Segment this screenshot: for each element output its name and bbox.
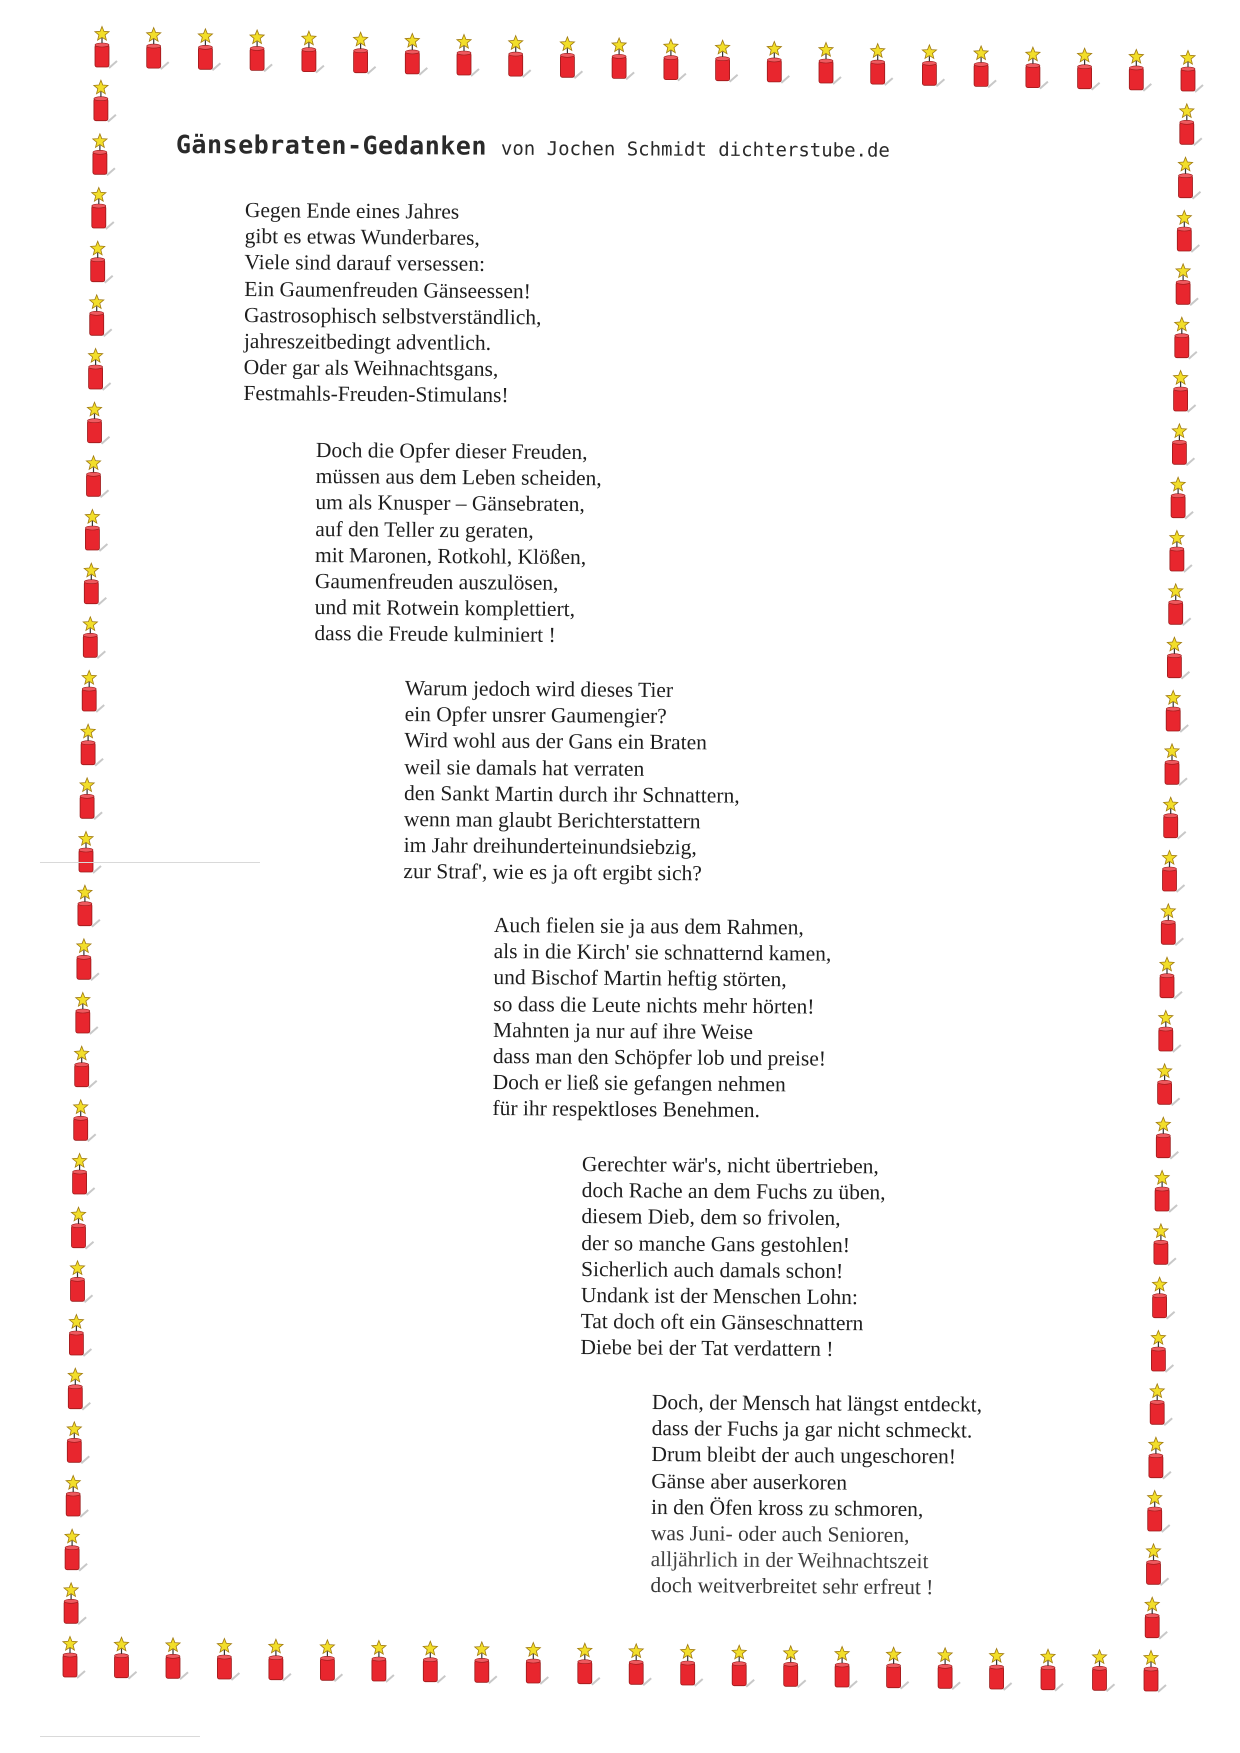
- candle-icon: [302, 31, 324, 73]
- candle-icon: [354, 32, 376, 73]
- stanza-line: Undank ist der Menschen Lohn:: [580, 1283, 859, 1310]
- stanza-line: Festmahls-Freuden-Stimulans!: [243, 381, 509, 408]
- candle-icon: [423, 1641, 445, 1683]
- candle-icon: [457, 35, 479, 77]
- candle-icon: [1172, 424, 1194, 466]
- stanza-line: Oder gar als Weihnachtsgans,: [243, 355, 499, 382]
- stanza-3: [403, 675, 740, 887]
- candle-icon: [85, 510, 107, 552]
- candle-icon: [509, 36, 531, 78]
- candle-icon: [1177, 211, 1199, 253]
- candle-icon: [147, 28, 169, 70]
- candle-icon: [835, 1647, 857, 1689]
- stanza-1: [243, 197, 542, 409]
- candle-icon: [681, 1645, 703, 1687]
- candle-icon: [1078, 48, 1100, 89]
- candle-icon: [938, 1648, 960, 1690]
- candle-icon: [560, 37, 582, 79]
- candle-icon: [92, 188, 114, 230]
- candle-icon: [67, 1422, 89, 1464]
- candle-icon: [475, 1642, 497, 1684]
- stanza-line: mit Maronen, Rotkohl, Klößen,: [314, 542, 587, 569]
- stanza-line: Tat doch oft ein Gänseschnattern: [580, 1309, 864, 1336]
- stanza-line: Gegen Ende eines Jahres: [244, 197, 460, 224]
- candle-icon: [250, 30, 272, 72]
- stanza-line: und Bischof Martin heftig störten,: [493, 965, 787, 992]
- candle-icon: [69, 1315, 91, 1357]
- stanza-line: zur Straf', wie es ja oft ergibt sich?: [403, 859, 702, 886]
- stanza-line: den Sankt Martin durch ihr Schnattern,: [403, 780, 740, 808]
- candle-icon: [1175, 317, 1197, 359]
- candle-icon: [1166, 691, 1188, 733]
- stanza-line: der so manche Gans gestohlen!: [581, 1230, 851, 1257]
- candle-icon: [1164, 797, 1186, 839]
- stanza-line: Warum jedoch wird dieses Tier: [404, 675, 674, 703]
- candle-icon: [86, 456, 108, 498]
- stanza-line: Drum bleibt der auch ungeschoren!: [651, 1442, 957, 1469]
- candle-icon: [887, 1647, 909, 1689]
- candle-icon: [73, 1154, 95, 1196]
- candle-icon: [84, 563, 106, 605]
- stanza-line: gibt es etwas Wunderbares,: [244, 224, 480, 251]
- candle-icon: [1145, 1597, 1167, 1639]
- candle-icon: [74, 1100, 96, 1142]
- candle-icon: [405, 33, 427, 75]
- candle-icon: [664, 39, 686, 81]
- stanza-line: um als Knusper – Gänsebraten,: [315, 490, 585, 517]
- candle-icon: [1178, 157, 1200, 199]
- stanza-line: Auch fielen sie ja aus dem Rahmen,: [493, 912, 804, 940]
- candle-icon: [80, 778, 102, 820]
- stanza-line: Doch, der Mensch hat längst entdeckt,: [651, 1390, 983, 1417]
- stanza-line: im Jahr dreihunderteinundsiebzig,: [403, 833, 697, 860]
- candle-icon: [269, 1639, 291, 1681]
- candle-icon: [1153, 1277, 1175, 1319]
- stanza-4: [492, 912, 831, 1124]
- candle-icon: [526, 1643, 548, 1685]
- scan-artifact: [40, 862, 260, 863]
- candle-icon: [71, 1207, 93, 1249]
- stanza-line: was Juni- oder auch Senioren,: [650, 1521, 910, 1548]
- candle-icon: [1159, 1011, 1181, 1053]
- candle-icon: [1156, 1117, 1178, 1159]
- candle-icon: [1150, 1384, 1172, 1426]
- stanza-line: dass die Freude kulminiert !: [314, 621, 556, 648]
- candle-icon: [1129, 49, 1151, 91]
- stanza-5: [580, 1151, 886, 1363]
- stanza-line: doch weitverbreitet sehr erfreut !: [650, 1573, 934, 1600]
- candle-icon: [1154, 1224, 1176, 1266]
- stanza-line: ein Opfer unsrer Gaumengier?: [404, 702, 667, 729]
- candle-icon: [990, 1649, 1012, 1691]
- candle-icon: [1180, 104, 1202, 146]
- candle-icon: [78, 885, 100, 927]
- candle-icon: [95, 27, 117, 69]
- stanza-line: Wird wohl aus der Gans ein Braten: [404, 728, 708, 755]
- candle-icon: [629, 1644, 651, 1686]
- stanza-line: Diebe bei der Tat verdattern !: [580, 1335, 834, 1362]
- candle-icon: [1181, 51, 1203, 93]
- candle-icon: [922, 45, 944, 87]
- candle-icon: [65, 1529, 87, 1571]
- candle-icon: [1169, 584, 1191, 626]
- candle-icon: [66, 1476, 88, 1518]
- candle-icon: [64, 1583, 86, 1625]
- candle-icon: [320, 1640, 342, 1682]
- candle-icon: [63, 1637, 85, 1679]
- candle-icon: [1162, 851, 1184, 893]
- candle-icon: [819, 43, 841, 85]
- candle-icon: [217, 1639, 239, 1681]
- stanza-line: diesem Dieb, dem so frivolen,: [581, 1204, 841, 1231]
- stanza-line: Gastrosophisch selbstverständlich,: [243, 302, 542, 330]
- document-heading: [176, 130, 1016, 163]
- stanza-line: dass man den Schöpfer lob und preise!: [492, 1044, 827, 1071]
- stanza-line: Gaumenfreuden auszulösen,: [314, 569, 559, 595]
- stanza-line: Gerechter wär's, nicht übertrieben,: [581, 1152, 879, 1179]
- stanza-line: alljährlich in der Weihnachtszeit: [650, 1547, 929, 1574]
- candle-icon: [974, 46, 996, 88]
- candle-icon: [1092, 1650, 1114, 1692]
- candle-icon: [198, 29, 220, 71]
- author-byline: von Jochen Schmidt dichterstube.de: [500, 137, 890, 162]
- stanza-2: [314, 437, 602, 649]
- candle-icon: [76, 993, 98, 1035]
- candle-icon: [93, 134, 115, 176]
- candle-icon: [82, 671, 104, 713]
- stanza-line: jahreszeitbedingt adventlich.: [243, 329, 492, 355]
- candle-icon: [70, 1261, 92, 1303]
- candle-icon: [77, 939, 99, 981]
- candle-icon: [1149, 1437, 1171, 1479]
- candle-icon: [90, 295, 112, 337]
- stanza-line: Sicherlich auch damals schon!: [580, 1256, 844, 1283]
- stanza-line: Gänse aber auserkoren: [651, 1468, 848, 1495]
- poem-title: Gänsebraten-Gedanken: [175, 130, 488, 161]
- stanza-line: in den Öfen kross zu schmoren,: [650, 1494, 924, 1521]
- candle-icon: [1158, 1064, 1180, 1106]
- stanza-line: Doch die Opfer dieser Freuden,: [315, 437, 588, 465]
- candle-icon: [784, 1646, 806, 1688]
- stanza-line: als in die Kirch' sie schnatternd kamen,: [493, 939, 832, 966]
- candle-icon: [1161, 904, 1183, 946]
- stanza-line: Ein Gaumenfreuden Gänseessen!: [244, 276, 531, 303]
- stanza-6: [650, 1389, 982, 1601]
- stanza-line: doch Rache an dem Fuchs zu üben,: [581, 1178, 886, 1205]
- candle-icon: [75, 1046, 97, 1088]
- candle-icon: [94, 80, 116, 122]
- candle-icon: [1041, 1649, 1063, 1691]
- stanza-line: so dass die Leute nichts mehr hörten!: [493, 991, 815, 1019]
- candle-icon: [83, 617, 105, 659]
- candle-icon: [1148, 1491, 1170, 1533]
- candle-icon: [1176, 264, 1198, 306]
- candle-icon: [87, 402, 109, 444]
- candle-icon: [1170, 531, 1192, 573]
- candle-icon: [166, 1638, 188, 1680]
- candle-icon: [716, 40, 738, 81]
- candle-icon: [372, 1641, 394, 1683]
- candle-icon: [79, 832, 101, 874]
- stanza-line: weil sie damals hat verraten: [404, 754, 645, 781]
- candle-icon: [871, 44, 893, 86]
- candle-icon: [89, 349, 111, 391]
- stanza-line: wenn man glaubt Berichterstattern: [403, 807, 701, 834]
- candle-icon: [1171, 477, 1193, 519]
- stanza-line: Viele sind darauf versessen:: [244, 250, 486, 277]
- candle-icon: [578, 1643, 600, 1685]
- candle-icon: [114, 1637, 136, 1679]
- candle-icon: [1160, 957, 1182, 999]
- stanza-line: für ihr respektloses Benehmen.: [492, 1096, 761, 1123]
- candle-icon: [1165, 744, 1187, 786]
- candle-icon: [767, 41, 789, 83]
- stanza-line: dass der Fuchs ja gar nicht schmeckt.: [651, 1416, 973, 1443]
- candle-icon: [1167, 637, 1189, 679]
- candle-icon: [81, 724, 103, 766]
- candle-icon: [1146, 1544, 1168, 1586]
- stanza-line: Mahnten ja nur auf ihre Weise: [492, 1017, 754, 1044]
- candle-icon: [732, 1645, 754, 1687]
- stanza-line: und mit Rotwein komplettiert,: [314, 595, 576, 622]
- scan-artifact: [40, 1736, 200, 1737]
- candle-icon: [612, 38, 634, 80]
- candle-icon: [1026, 47, 1048, 89]
- candle-icon: [68, 1368, 90, 1410]
- candle-icon: [1144, 1651, 1166, 1693]
- candle-icon: [1174, 371, 1196, 413]
- stanza-line: Doch er ließ sie gefangen nehmen: [492, 1070, 786, 1097]
- candle-icon: [1155, 1171, 1177, 1213]
- candle-icon: [1151, 1331, 1173, 1373]
- stanza-line: müssen aus dem Leben scheiden,: [315, 464, 602, 491]
- stanza-line: auf den Teller zu geraten,: [315, 516, 534, 543]
- candle-icon: [91, 241, 113, 283]
